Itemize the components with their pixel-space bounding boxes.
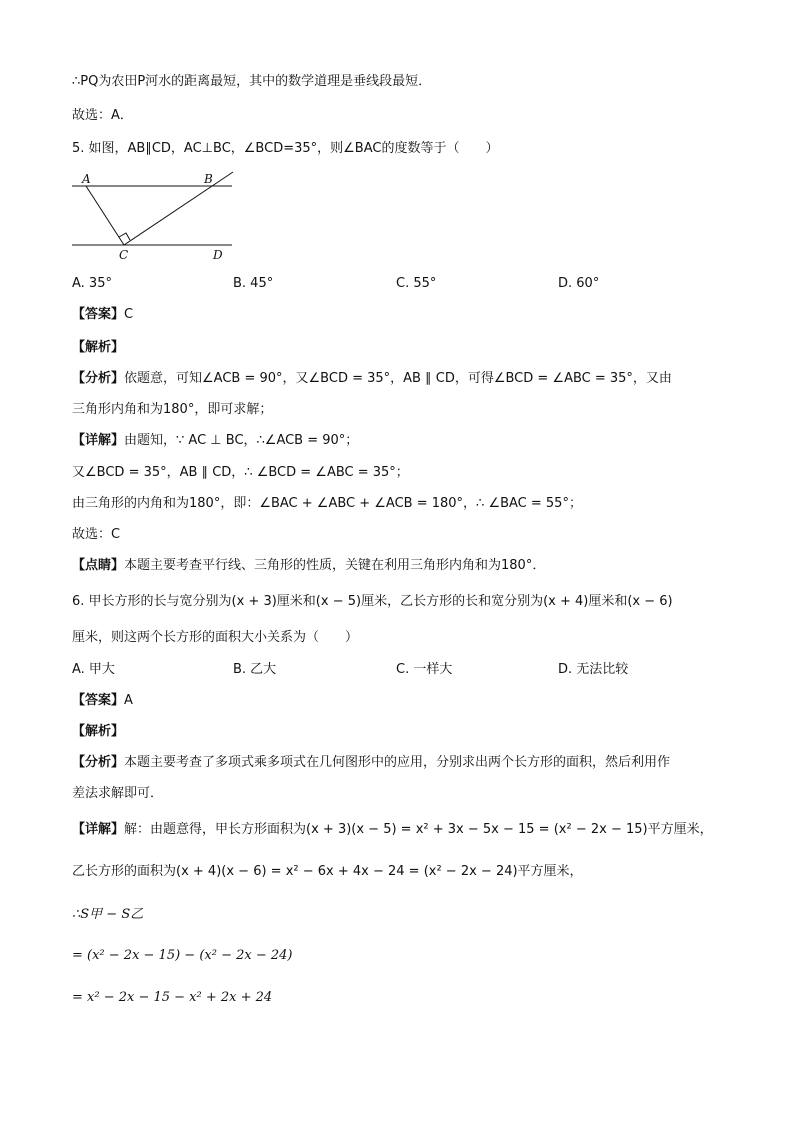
segment-cb <box>124 172 233 245</box>
q5-detail-3: 由三角形的内角和为180°，即：∠BAC + ∠ABC + ∠ACB = 180°，∴ ∠BAC = 55°； <box>72 496 582 511</box>
label-b: B <box>204 172 213 186</box>
q6-fenxi-2: 差法求解即可． <box>72 786 164 801</box>
line-conclusion: ∴PQ为农田P河水的距离最短，其中的数学道理是垂线段最短． <box>72 74 432 89</box>
q5-fenxi-2: 三角形内角和为180°，即可求解； <box>72 402 273 417</box>
q6-detail-3: ∴S甲 − S乙 <box>72 907 144 922</box>
question-6-stem-1: 6. 甲长方形的长与宽分别为(x + 3)厘米和(x − 5)厘米，乙长方形的长和宽分别为(x + 4)厘米和(x − 6) <box>72 594 673 609</box>
question-5-stem: 5. 如图，AB∥CD，AC⊥BC，∠BCD=35°，则∠BAC的度数等于（ ） <box>72 141 499 156</box>
q6-answer: 【答案】A <box>72 693 133 708</box>
q6-detail-1: 【详解】解：由题意得，甲长方形面积为(x + 3)(x − 5) = x² + 3x − 5x − 15 = (x² − 2x − 15)平方厘米， <box>72 822 713 837</box>
q5-analysis-heading: 【解析】 <box>72 340 125 355</box>
question-6-stem-2: 厘米，则这两个长方形的面积大小关系为（ ） <box>72 630 359 645</box>
q6-detail-4: = (x² − 2x − 15) − (x² − 2x − 24) <box>72 948 293 963</box>
q6-option-d: D. 无法比较 <box>558 662 629 677</box>
q6-option-a: A. 甲大 <box>72 662 115 677</box>
parallel-lines-figure <box>68 168 240 264</box>
q6-detail-2: 乙长方形的面积为(x + 4)(x − 6) = x² − 6x + 4x − 24 = (x² − 2x − 24)平方厘米， <box>72 864 583 879</box>
q5-option-d: D. 60° <box>558 276 600 291</box>
q6-detail-5: = x² − 2x − 15 − x² + 2x + 24 <box>72 990 273 1005</box>
label-a: A <box>82 172 91 186</box>
q6-fenxi-1: 【分析】本题主要考查了多项式乘多项式在几何图形中的应用，分别求出两个长方形的面积，然后利用作 <box>72 755 671 770</box>
q6-analysis-heading: 【解析】 <box>72 724 125 739</box>
q5-fenxi-1: 【分析】依题意，可知∠ACB = 90°，又∠BCD = 35°，AB ∥ CD，可得∠BCD = ∠ABC = 35°，又由 <box>72 371 672 386</box>
q5-option-c: C. 55° <box>396 276 437 291</box>
q5-answer: 【答案】C <box>72 307 134 322</box>
label-c: C <box>119 248 129 262</box>
q5-detail-4: 故选：C <box>72 527 121 542</box>
line-choice: 故选：A． <box>72 108 133 123</box>
q5-remark: 【点睛】本题主要考查平行线、三角形的性质，关键在利用三角形内角和为180°． <box>72 558 546 573</box>
q6-option-c: C. 一样大 <box>396 662 453 677</box>
segment-ac <box>86 186 124 245</box>
q5-detail-1: 【详解】由题知，∵ AC ⊥ BC，∴∠ACB = 90°； <box>72 433 359 448</box>
q5-option-b: B. 45° <box>233 276 274 291</box>
q5-option-a: A. 35° <box>72 276 112 291</box>
q5-detail-2: 又∠BCD = 35°，AB ∥ CD，∴ ∠BCD = ∠ABC = 35°； <box>72 465 409 480</box>
q6-option-b: B. 乙大 <box>233 662 277 677</box>
label-d: D <box>213 248 223 262</box>
